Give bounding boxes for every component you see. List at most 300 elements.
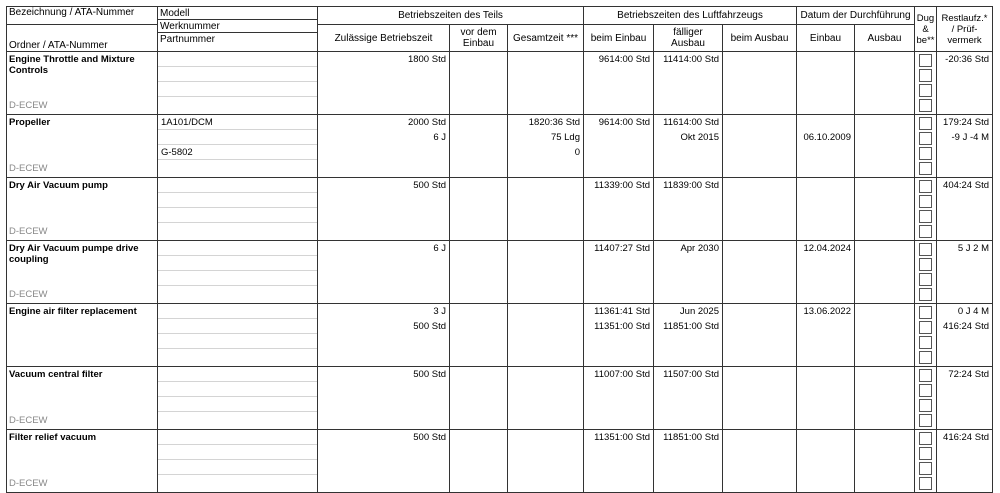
lfz-beim-ausbau-value (723, 82, 796, 97)
datum-einbau-value: 12.04.2024 (803, 243, 851, 254)
zulaessige-betriebszeit-value (318, 397, 449, 412)
model-line (158, 319, 317, 334)
header-beim-ausbau: beim Ausbau (723, 25, 797, 52)
lfz-beim-einbau-value (584, 97, 653, 112)
header-vor-1: vor dem (460, 27, 497, 38)
restlaufzeit-cell (937, 115, 993, 178)
restlaufzeit-value (937, 334, 992, 349)
header-faellig-1: fälliger (673, 27, 703, 38)
gesamtzeit-value (508, 286, 583, 301)
gesamtzeit-value (508, 460, 583, 475)
model-line (158, 430, 317, 445)
lfz-beim-ausbau-value (723, 178, 796, 193)
model-line (158, 367, 317, 382)
datum-einbau-value (797, 178, 854, 193)
gesamtzeit-value (508, 349, 583, 364)
restlaufzeit-cell (937, 52, 993, 115)
dug-checkbox[interactable] (919, 273, 932, 286)
model-cell (158, 430, 318, 493)
lfz-beim-ausbau-cell (723, 241, 797, 304)
datum-einbau-cell (797, 430, 855, 493)
gesamtzeit-value (508, 223, 583, 238)
gesamtzeit-value: 0 (574, 147, 580, 158)
ata-number: D-ECEW (9, 289, 48, 300)
dug-checkbox[interactable] (919, 384, 932, 397)
header-partnummer: Partnummer (160, 34, 216, 45)
datum-ausbau-cell (855, 430, 915, 493)
lfz-beim-einbau-value: 11007:00 Std (594, 369, 650, 380)
lfz-beim-ausbau-value (723, 223, 796, 238)
datum-einbau-cell (797, 115, 855, 178)
datum-einbau-cell (797, 304, 855, 367)
vor-dem-einbau-cell (450, 367, 508, 430)
faelliger-ausbau-value: Okt 2015 (680, 132, 719, 143)
datum-ausbau-value (855, 193, 914, 208)
faelliger-ausbau-value (654, 256, 722, 271)
datum-ausbau-value (855, 460, 914, 475)
gesamtzeit-value (508, 412, 583, 427)
lfz-beim-einbau-value (584, 349, 653, 364)
lfz-beim-ausbau-cell (723, 430, 797, 493)
component-row (7, 367, 993, 430)
dug-checkbox[interactable] (919, 162, 932, 175)
datum-einbau-value (797, 445, 854, 460)
datum-einbau-value (797, 52, 854, 67)
header-betriebszeiten-teil: Betriebszeiten des Teils (318, 7, 584, 25)
lfz-beim-ausbau-value (723, 130, 796, 145)
zulaessige-betriebszeit-value (318, 475, 449, 490)
zulaessige-betriebszeit-value: 2000 Std (407, 117, 446, 128)
dug-checkbox[interactable] (919, 99, 932, 112)
zulaessige-betriebszeit-value: 3 J (433, 306, 446, 317)
header-zulaessige: Zulässige Betriebszeit (318, 25, 450, 52)
datum-ausbau-value (855, 82, 914, 97)
datum-ausbau-value (855, 241, 914, 256)
model-line (158, 460, 317, 475)
faelliger-ausbau-value (654, 82, 722, 97)
dug-checkbox[interactable] (919, 306, 932, 319)
lfz-beim-ausbau-value (723, 367, 796, 382)
lfz-beim-einbau-value (584, 334, 653, 349)
model-line (158, 82, 317, 97)
faelliger-ausbau-cell (654, 115, 723, 178)
gesamtzeit-value (508, 82, 583, 97)
restlaufzeit-value (937, 286, 992, 301)
vor-dem-einbau-value (450, 412, 507, 427)
dug-checkbox[interactable] (919, 132, 932, 145)
datum-einbau-value (797, 115, 854, 130)
model-line (158, 382, 317, 397)
model-line: 1A101/DCM (158, 115, 317, 130)
lfz-beim-ausbau-cell (723, 178, 797, 241)
faelliger-ausbau-value: 11507:00 Std (663, 369, 719, 380)
zulaessige-betriebszeit-value: 6 J (433, 243, 446, 254)
vor-dem-einbau-value (450, 178, 507, 193)
datum-ausbau-value (855, 130, 914, 145)
faelliger-ausbau-value (654, 349, 722, 364)
model-line (158, 241, 317, 256)
model-line (158, 130, 317, 145)
gesamtzeit-cell (508, 115, 584, 178)
datum-ausbau-value (855, 256, 914, 271)
datum-ausbau-value (855, 271, 914, 286)
datum-ausbau-value (855, 445, 914, 460)
dug-checkbox[interactable] (919, 447, 932, 460)
lfz-beim-ausbau-cell (723, 367, 797, 430)
faelliger-ausbau-value (654, 412, 722, 427)
dug-checkbox-cell (915, 430, 937, 493)
lfz-beim-ausbau-value (723, 97, 796, 112)
faelliger-ausbau-value: 11414:00 Std (663, 54, 719, 65)
vor-dem-einbau-value (450, 160, 507, 175)
dug-checkbox-cell (915, 367, 937, 430)
dug-checkbox[interactable] (919, 336, 932, 349)
restlaufzeit-value: -20:36 Std (945, 54, 989, 65)
vor-dem-einbau-value (450, 286, 507, 301)
faelliger-ausbau-value: 11614:00 Std (663, 117, 719, 128)
component-name-cell (7, 367, 158, 430)
dug-checkbox[interactable] (919, 414, 932, 427)
gesamtzeit-value (508, 334, 583, 349)
restlaufzeit-value: -9 J -4 M (951, 132, 989, 143)
gesamtzeit-value (508, 319, 583, 334)
zulaessige-betriebszeit-value (318, 412, 449, 427)
dug-checkbox[interactable] (919, 195, 932, 208)
dug-checkbox[interactable] (919, 54, 932, 67)
vor-dem-einbau-cell (450, 115, 508, 178)
lfz-beim-einbau-value: 11339:00 Std (594, 180, 650, 191)
zulaessige-betriebszeit-value (318, 349, 449, 364)
model-line (158, 271, 317, 286)
lfz-beim-einbau-value (584, 382, 653, 397)
datum-ausbau-value (855, 349, 914, 364)
lfz-beim-ausbau-value (723, 319, 796, 334)
gesamtzeit-value: 75 Ldg (550, 132, 580, 143)
lfz-beim-ausbau-value (723, 241, 796, 256)
model-line (158, 334, 317, 349)
datum-einbau-value (797, 286, 854, 301)
lfz-beim-ausbau-value (723, 193, 796, 208)
datum-einbau-cell (797, 178, 855, 241)
header-restlauf (937, 7, 993, 52)
datum-einbau-value (797, 412, 854, 427)
datum-ausbau-cell (855, 241, 915, 304)
component-name-cell (7, 52, 158, 115)
faelliger-ausbau-value (654, 334, 722, 349)
model-line (158, 223, 317, 238)
restlaufzeit-cell (937, 430, 993, 493)
datum-einbau-value: 13.06.2022 (803, 306, 851, 317)
lfz-beim-ausbau-value (723, 334, 796, 349)
datum-einbau-value (797, 208, 854, 223)
lfz-beim-einbau-value (584, 208, 653, 223)
lfz-beim-einbau-value (584, 193, 653, 208)
lfz-beim-einbau-value: 11361:41 Std (594, 306, 650, 317)
vor-dem-einbau-value (450, 256, 507, 271)
datum-ausbau-value (855, 97, 914, 112)
gesamtzeit-value: 1820:36 Std (528, 117, 580, 128)
datum-einbau-cell (797, 52, 855, 115)
gesamtzeit-cell (508, 304, 584, 367)
lfz-beim-ausbau-value (723, 349, 796, 364)
faelliger-ausbau-cell (654, 241, 723, 304)
restlaufzeit-value (937, 460, 992, 475)
component-row (7, 178, 993, 241)
datum-einbau-value (797, 475, 854, 490)
component-name: Dry Air Vacuum pump (9, 180, 108, 191)
dug-checkbox-cell (915, 178, 937, 241)
vor-dem-einbau-value (450, 445, 507, 460)
lfz-beim-einbau-value (584, 256, 653, 271)
datum-ausbau-cell (855, 178, 915, 241)
datum-einbau-cell (797, 367, 855, 430)
dug-checkbox[interactable] (919, 117, 932, 130)
zulaessige-betriebszeit-cell (318, 115, 450, 178)
component-name-cell (7, 430, 158, 493)
vor-dem-einbau-value (450, 193, 507, 208)
dug-checkbox[interactable] (919, 477, 932, 490)
dug-checkbox[interactable] (919, 432, 932, 445)
faelliger-ausbau-value (654, 475, 722, 490)
zulaessige-betriebszeit-value (318, 256, 449, 271)
model-line (158, 412, 317, 427)
restlaufzeit-value (937, 445, 992, 460)
component-row (7, 430, 993, 493)
faelliger-ausbau-value: Apr 2030 (680, 243, 719, 254)
datum-ausbau-value (855, 52, 914, 67)
restlaufzeit-value (937, 412, 992, 427)
ata-number: D-ECEW (9, 478, 48, 489)
header-ausbau: Ausbau (855, 25, 915, 52)
gesamtzeit-value (508, 67, 583, 82)
restlaufzeit-value (937, 160, 992, 175)
restlaufzeit-cell (937, 304, 993, 367)
lfz-beim-einbau-value: 11351:00 Std (594, 321, 650, 332)
lfz-beim-ausbau-value (723, 397, 796, 412)
gesamtzeit-cell (508, 430, 584, 493)
dug-checkbox[interactable] (919, 321, 932, 334)
dug-checkbox[interactable] (919, 369, 932, 382)
lfz-beim-einbau-cell (584, 241, 654, 304)
faelliger-ausbau-value (654, 397, 722, 412)
lfz-beim-einbau-value (584, 445, 653, 460)
vor-dem-einbau-value (450, 115, 507, 130)
datum-einbau-value: 06.10.2009 (803, 132, 851, 143)
faelliger-ausbau-value (654, 145, 722, 160)
restlaufzeit-value (937, 208, 992, 223)
dug-checkbox[interactable] (919, 288, 932, 301)
zulaessige-betriebszeit-cell (318, 241, 450, 304)
gesamtzeit-value (508, 52, 583, 67)
lfz-beim-ausbau-cell (723, 304, 797, 367)
datum-einbau-value (797, 349, 854, 364)
vor-dem-einbau-value (450, 97, 507, 112)
dug-checkbox[interactable] (919, 69, 932, 82)
faelliger-ausbau-value (654, 271, 722, 286)
gesamtzeit-cell (508, 178, 584, 241)
header-modell: Modell (158, 7, 317, 20)
lfz-beim-einbau-value (584, 67, 653, 82)
gesamtzeit-cell (508, 52, 584, 115)
dug-checkbox[interactable] (919, 84, 932, 97)
datum-einbau-value (797, 382, 854, 397)
dug-checkbox[interactable] (919, 351, 932, 364)
gesamtzeit-value (508, 382, 583, 397)
lfz-beim-einbau-value (584, 412, 653, 427)
component-row (7, 115, 993, 178)
model-line (158, 286, 317, 301)
dug-checkbox[interactable] (919, 462, 932, 475)
datum-ausbau-value (855, 334, 914, 349)
faelliger-ausbau-value (654, 193, 722, 208)
zulaessige-betriebszeit-value (318, 97, 449, 112)
gesamtzeit-value (508, 256, 583, 271)
faelliger-ausbau-value (654, 223, 722, 238)
restlaufzeit-value: 416:24 Std (943, 321, 989, 332)
datum-einbau-value (797, 319, 854, 334)
datum-ausbau-cell (855, 304, 915, 367)
faelliger-ausbau-value (654, 160, 722, 175)
faelliger-ausbau-cell (654, 367, 723, 430)
model-cell (158, 178, 318, 241)
datum-ausbau-value (855, 286, 914, 301)
lfz-beim-einbau-value (584, 130, 653, 145)
datum-ausbau-cell (855, 52, 915, 115)
faelliger-ausbau-value (654, 97, 722, 112)
restlaufzeit-value: 179:24 Std (943, 117, 989, 128)
model-cell (158, 304, 318, 367)
zulaessige-betriebszeit-value (318, 193, 449, 208)
component-row (7, 52, 993, 115)
dug-checkbox[interactable] (919, 399, 932, 412)
header-werknummer: Werknummer (158, 20, 317, 33)
lfz-beim-einbau-value (584, 160, 653, 175)
datum-ausbau-value (855, 304, 914, 319)
model-line (158, 160, 317, 175)
restlaufzeit-value (937, 271, 992, 286)
datum-ausbau-value (855, 319, 914, 334)
zulaessige-betriebszeit-cell (318, 367, 450, 430)
lfz-beim-ausbau-value (723, 256, 796, 271)
dug-checkbox[interactable] (919, 243, 932, 256)
dug-checkbox[interactable] (919, 210, 932, 223)
lfz-beim-ausbau-value (723, 304, 796, 319)
zulaessige-betriebszeit-value: 1800 Std (407, 54, 446, 65)
vor-dem-einbau-value (450, 304, 507, 319)
vor-dem-einbau-value (450, 223, 507, 238)
component-name: Engine Throttle and Mixture Controls (9, 54, 135, 76)
header-vor-dem-einbau (450, 25, 508, 52)
header-einbau: Einbau (797, 25, 855, 52)
datum-einbau-cell (797, 241, 855, 304)
gesamtzeit-value (508, 208, 583, 223)
datum-einbau-value (797, 334, 854, 349)
header-betriebszeiten-luftfahrzeug: Betriebszeiten des Luftfahrzeugs (584, 7, 797, 25)
header-restlauf-2: / Prüf- (951, 23, 978, 35)
faelliger-ausbau-value (654, 445, 722, 460)
component-name: Engine air filter replacement (9, 306, 137, 317)
faelliger-ausbau-cell (654, 430, 723, 493)
header-gesamtzeit: Gesamtzeit *** (508, 25, 584, 52)
component-row (7, 304, 993, 367)
faelliger-ausbau-value (654, 382, 722, 397)
zulaessige-betriebszeit-value: 500 Std (413, 180, 446, 191)
lfz-beim-ausbau-cell (723, 115, 797, 178)
zulaessige-betriebszeit-value (318, 208, 449, 223)
header-beim-einbau-lfz: beim Einbau (584, 25, 654, 52)
model-cell (158, 241, 318, 304)
component-name: Filter relief vacuum (9, 432, 97, 443)
dug-checkbox[interactable] (919, 147, 932, 160)
faelliger-ausbau-value (654, 286, 722, 301)
zulaessige-betriebszeit-value (318, 334, 449, 349)
restlaufzeit-value (937, 349, 992, 364)
vor-dem-einbau-cell (450, 52, 508, 115)
zulaessige-betriebszeit-value (318, 160, 449, 175)
faelliger-ausbau-value (654, 460, 722, 475)
lfz-beim-ausbau-value (723, 445, 796, 460)
lfz-beim-ausbau-value (723, 460, 796, 475)
lfz-beim-einbau-cell (584, 430, 654, 493)
zulaessige-betriebszeit-value: 500 Std (413, 432, 446, 443)
gesamtzeit-value (508, 475, 583, 490)
vor-dem-einbau-cell (450, 178, 508, 241)
model-cell (158, 115, 318, 178)
datum-ausbau-value (855, 67, 914, 82)
zulaessige-betriebszeit-cell (318, 52, 450, 115)
zulaessige-betriebszeit-cell (318, 178, 450, 241)
lfz-beim-einbau-value (584, 397, 653, 412)
restlaufzeit-cell (937, 178, 993, 241)
gesamtzeit-value (508, 430, 583, 445)
header-dug-label: Dug (916, 12, 935, 24)
lfz-beim-ausbau-value (723, 160, 796, 175)
model-cell (158, 367, 318, 430)
zulaessige-betriebszeit-value (318, 67, 449, 82)
component-name-cell (7, 115, 158, 178)
zulaessige-betriebszeit-value (318, 382, 449, 397)
lfz-beim-einbau-value (584, 475, 653, 490)
restlaufzeit-value: 72:24 Std (948, 369, 989, 380)
restlaufzeit-cell (937, 367, 993, 430)
vor-dem-einbau-value (450, 67, 507, 82)
model-line (158, 208, 317, 223)
dug-checkbox[interactable] (919, 258, 932, 271)
model-line (158, 178, 317, 193)
vor-dem-einbau-value (450, 208, 507, 223)
lfz-beim-ausbau-value (723, 52, 796, 67)
dug-checkbox[interactable] (919, 225, 932, 238)
component-name-cell (7, 304, 158, 367)
lfz-beim-einbau-cell (584, 178, 654, 241)
dug-checkbox[interactable] (919, 180, 932, 193)
lfz-beim-ausbau-value (723, 382, 796, 397)
component-table (6, 6, 993, 493)
datum-einbau-value (797, 460, 854, 475)
datum-ausbau-value (855, 367, 914, 382)
lfz-beim-einbau-value: 11351:00 Std (594, 432, 650, 443)
lfz-beim-ausbau-value (723, 271, 796, 286)
lfz-beim-ausbau-cell (723, 52, 797, 115)
lfz-beim-ausbau-value (723, 115, 796, 130)
model-line (158, 475, 317, 490)
zulaessige-betriebszeit-value (318, 445, 449, 460)
model-line: G-5802 (158, 145, 317, 160)
lfz-beim-einbau-cell (584, 367, 654, 430)
ata-number: D-ECEW (9, 163, 48, 174)
zulaessige-betriebszeit-value (318, 145, 449, 160)
zulaessige-betriebszeit-cell (318, 304, 450, 367)
